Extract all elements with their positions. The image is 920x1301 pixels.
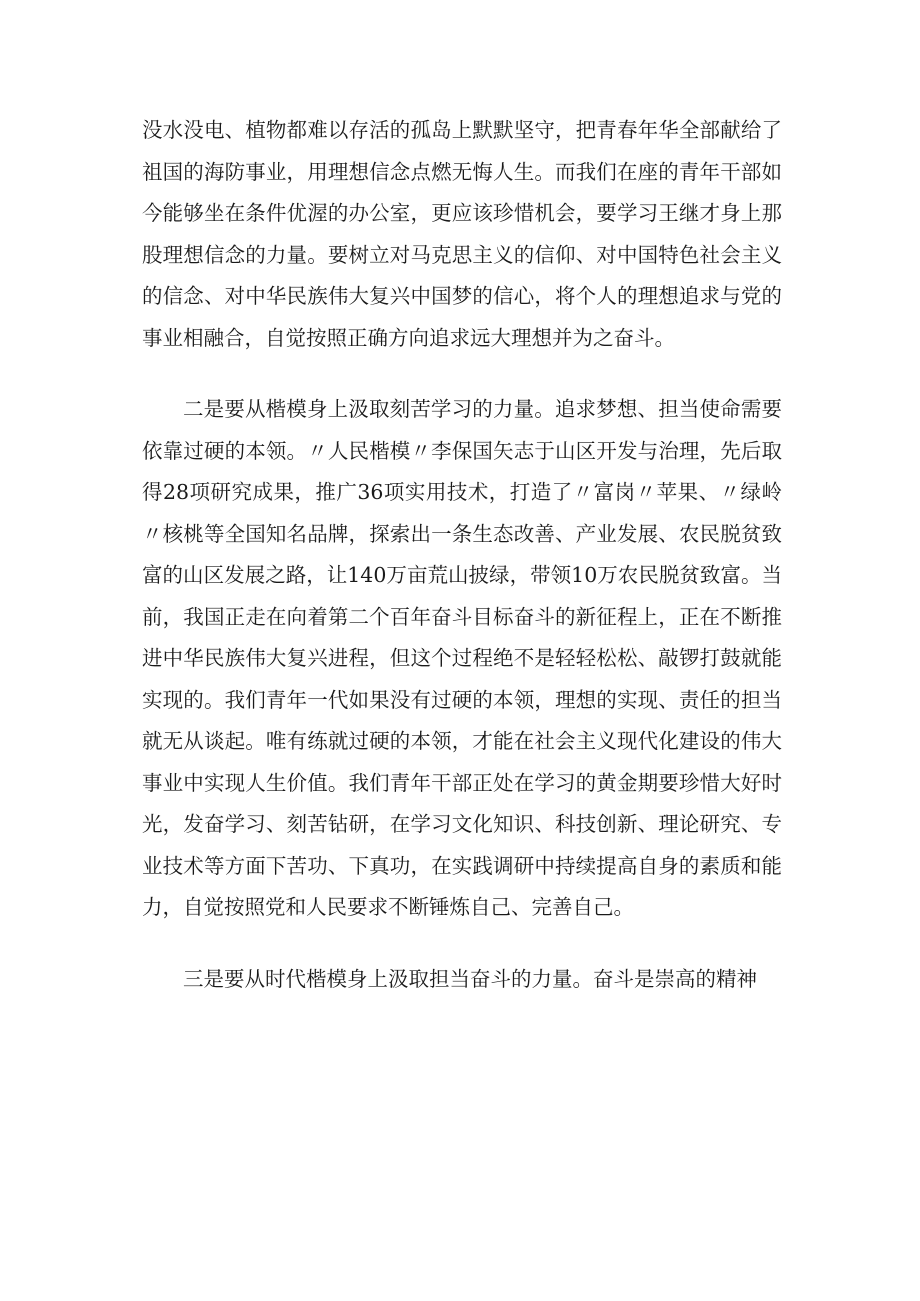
document-body: [142, 110, 782, 1000]
paragraph-second-point: 二是要从楷模身上汲取刻苦学习的力量。追求梦想、担当使命需要依靠过硬的本领。〃人民楷模〃李保国矢志于山区开发与治理，先后取得28项研究成果，推广36项实用技术，打造了〃富岗〃苹果、〃绿岭〃核桃等全国知名品牌，探索出一条生态改善、产业发展、农民脱贫致富的山区发展之路，让140万亩荒山披绿，带领10万农民脱贫致富。当前，我国正走在向着第二个百年奋斗目标奋斗的新征程上，正在不断推进中华民族伟大复兴进程，但这个过程绝不是轻轻松松、敲锣打鼓就能实现的。我们青年一代如果没有过硬的本领，理想的实现、责任的担当就无从谈起。唯有练就过硬的本领，才能在社会主义现代化建设的伟大事业中实现人生价值。我们青年干部正处在学习的黄金期要珍惜大好时光，发奋学习、刻苦钻研，在学习文化知识、科技创新、理论研究、专业技术等方面下苦功、下真功，在实践调研中持续提高自身的素质和能力，自觉按照党和人民要求不断锤炼自己、完善自己。: [142, 397, 782, 919]
paragraph-spacer: [142, 929, 782, 959]
paragraph-spacer: [142, 359, 782, 389]
paragraph-third-point: 三是要从时代楷模身上汲取担当奋斗的力量。奋斗是崇高的精神: [183, 966, 757, 991]
paragraph-continued: 没水没电、植物都难以存活的孤岛上默默坚守，把青春年华全部献给了祖国的海防事业，用理想信念点燃无悔人生。而我们在座的青年干部如今能够坐在条件优渥的办公室，更应该珍惜机会，要学习王继才身上那股理想信念的力量。要树立对马克思主义的信仰、对中国特色社会主义的信念、对中华民族伟大复兴中国梦的信心，将个人的理想追求与党的事业相融合，自觉按照正确方向追求远大理想并为之奋斗。: [142, 118, 782, 350]
